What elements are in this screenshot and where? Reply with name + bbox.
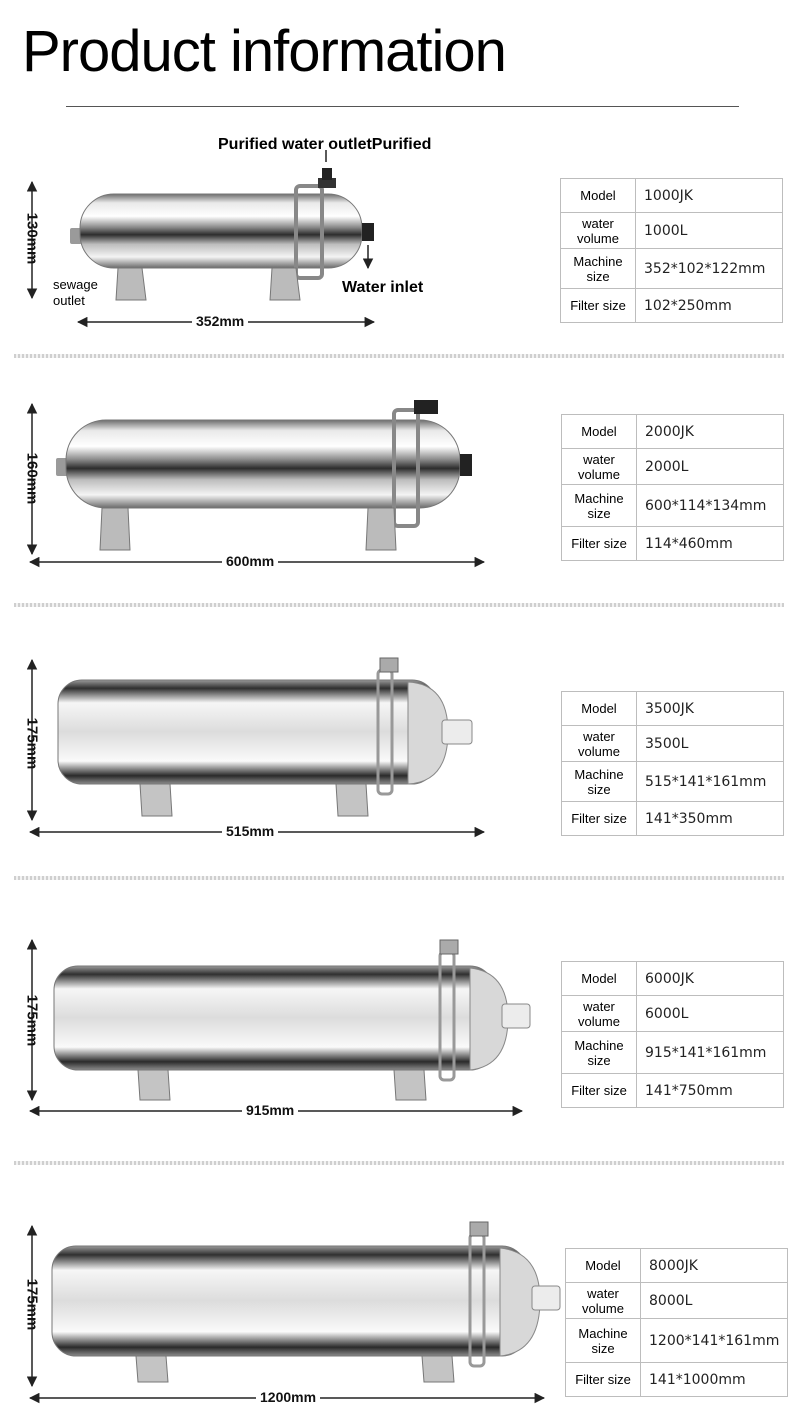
model-label: Model [561,179,636,213]
length-dimension: 915mm [242,1102,298,1118]
filter-size-label: Filter size [561,289,636,323]
page-title: Product information [22,19,506,84]
height-dimension: 175mm [23,1278,41,1331]
filter-size-value: 141*350mm [637,802,784,836]
water-volume-label: water volume [561,213,636,249]
water-volume-value: 8000L [641,1283,788,1319]
machine-size-label: Machine size [561,249,636,289]
spec-row-filter-size [566,1363,788,1397]
filter-size-value: 114*460mm [637,527,784,561]
spec-row-machine-size [566,1319,788,1363]
machine-size-value: 1200*141*161mm [641,1319,788,1363]
height-dimension: 175mm [23,717,41,770]
model-value: 3500JK [637,692,784,726]
length-dimension: 1200mm [256,1389,320,1405]
filter-size-value: 141*1000mm [641,1363,788,1397]
length-dimension: 600mm [222,553,278,569]
filter-size-value: 102*250mm [636,289,783,323]
model-label: Model [562,962,637,996]
water-volume-value: 3500L [637,726,784,762]
spec-table [565,1248,788,1397]
filter-size-label: Filter size [562,802,637,836]
purified-water-outlet-label: Purified water outletPurified [218,136,432,153]
water-volume-label: water volume [566,1283,641,1319]
water-volume-label: water volume [562,449,637,485]
model-value: 1000JK [636,179,783,213]
model-label: Model [562,415,637,449]
sewage-outlet-line1: sewage [53,277,98,292]
model-value: 8000JK [641,1249,788,1283]
machine-size-label: Machine size [562,485,637,527]
model-value: 6000JK [637,962,784,996]
height-dimension: 175mm [23,994,41,1047]
machine-size-value: 915*141*161mm [637,1032,784,1074]
height-dimension: 130mm [23,212,41,265]
filter-size-value: 141*750mm [637,1074,784,1108]
machine-size-label: Machine size [562,762,637,802]
filter-size-label: Filter size [562,1074,637,1108]
water-volume-value: 1000L [636,213,783,249]
spec-row-model [566,1249,788,1283]
filter-size-label: Filter size [562,527,637,561]
spec-row-water-volume [566,1283,788,1319]
sewage-outlet-line2: outlet [53,293,85,308]
model-label: Model [562,692,637,726]
machine-size-label: Machine size [566,1319,641,1363]
water-volume-value: 6000L [637,996,784,1032]
filter-size-label: Filter size [566,1363,641,1397]
model-value: 2000JK [637,415,784,449]
length-dimension: 515mm [222,823,278,839]
machine-size-label: Machine size [562,1032,637,1074]
water-inlet-label: Water inlet [342,279,424,296]
model-label: Model [566,1249,641,1283]
machine-size-value: 600*114*134mm [637,485,784,527]
water-volume-value: 2000L [637,449,784,485]
machine-size-value: 515*141*161mm [637,762,784,802]
water-volume-label: water volume [562,996,637,1032]
water-volume-label: water volume [562,726,637,762]
machine-size-value: 352*102*122mm [636,249,783,289]
height-dimension: 160mm [23,452,41,505]
length-dimension: 352mm [192,313,248,329]
